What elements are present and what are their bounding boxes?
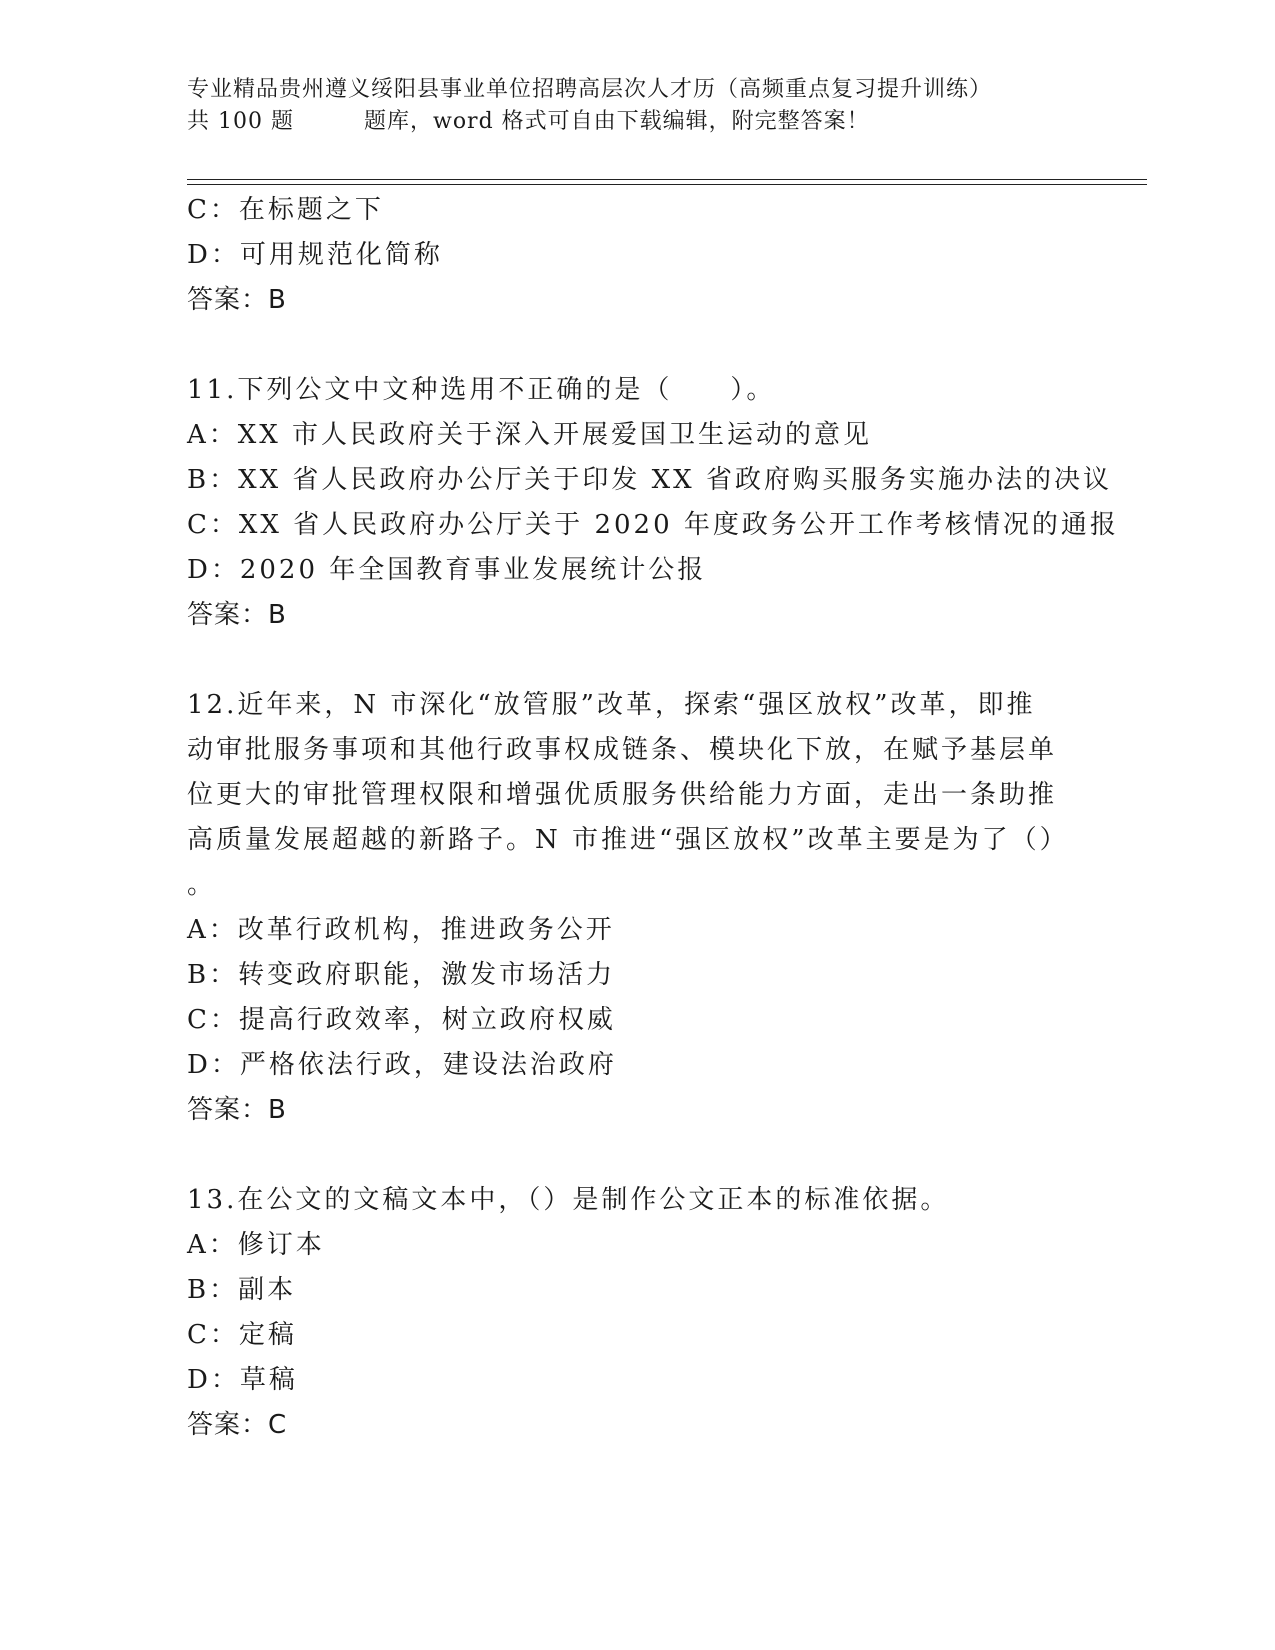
option-c: C：提高行政效率，树立政府权威 — [187, 1005, 616, 1035]
header-title-line: 专业精品贵州遵义绥阳县事业单位招聘高层次人才历（高频重点复习提升训练） — [187, 77, 993, 102]
option-d: D：可用规范化简称 — [187, 240, 443, 270]
option-a: A：修订本 — [187, 1230, 325, 1260]
answer-line: 答案：C — [187, 1410, 288, 1440]
question-block-13 — [187, 1178, 1087, 1448]
answer-line: 答案：B — [187, 1095, 287, 1125]
header-rule-top — [187, 179, 1147, 180]
question-block-11 — [187, 368, 1119, 638]
option-b: B：XX 省人民政府办公厅关于印发 XX 省政府购买服务实施办法的决议 — [187, 465, 1112, 495]
option-d: D：草稿 — [187, 1365, 298, 1395]
question-stem-continued: 动审批服务事项和其他行政事权成链条、模块化下放，在赋予基层单 — [187, 735, 1058, 765]
option-d: D：2020 年全国教育事业发展统计公报 — [187, 555, 707, 585]
option-c: C：定稿 — [187, 1320, 297, 1350]
option-a: A：XX 市人民政府关于深入开展爱国卫生运动的意见 — [187, 420, 873, 450]
option-a: A：改革行政机构，推进政务公开 — [187, 915, 615, 945]
header-subtitle-line — [187, 106, 1147, 138]
header-question-count: 共 100 题 — [187, 109, 294, 134]
question-block-10 — [187, 188, 1087, 323]
question-stem-continued: 。 — [187, 870, 217, 900]
question-stem: 13.在公文的文稿文本中，（）是制作公文正本的标准依据。 — [187, 1185, 950, 1215]
answer-line: 答案：B — [187, 285, 287, 315]
question-stem-continued: 高质量发展超越的新路子。N 市推进“强区放权”改革主要是为了（） — [187, 825, 1069, 855]
question-block-12 — [187, 683, 1087, 1133]
question-stem: 11.下列公文中文种选用不正确的是（ ）。 — [187, 375, 776, 405]
option-b: B：转变政府职能，激发市场活力 — [187, 960, 616, 990]
answer-line: 答案：B — [187, 600, 287, 630]
question-content — [187, 188, 1119, 1448]
header-description: 题库，word 格式可自由下载编辑，附完整答案！ — [363, 109, 870, 134]
option-d: D：严格依法行政，建设法治政府 — [187, 1050, 617, 1080]
page-header — [187, 74, 1147, 138]
header-rule-bottom — [187, 184, 1147, 185]
option-c: C：XX 省人民政府办公厅关于 2020 年度政务公开工作考核情况的通报 — [187, 510, 1119, 540]
option-c: C：在标题之下 — [187, 195, 384, 225]
option-b: B：副本 — [187, 1275, 297, 1305]
question-stem-continued: 位更大的审批管理权限和增强优质服务供给能力方面，走出一条助推 — [187, 780, 1058, 810]
question-stem: 12.近年来，N 市深化“放管服”改革，探索“强区放权”改革，即推 — [187, 690, 1036, 720]
